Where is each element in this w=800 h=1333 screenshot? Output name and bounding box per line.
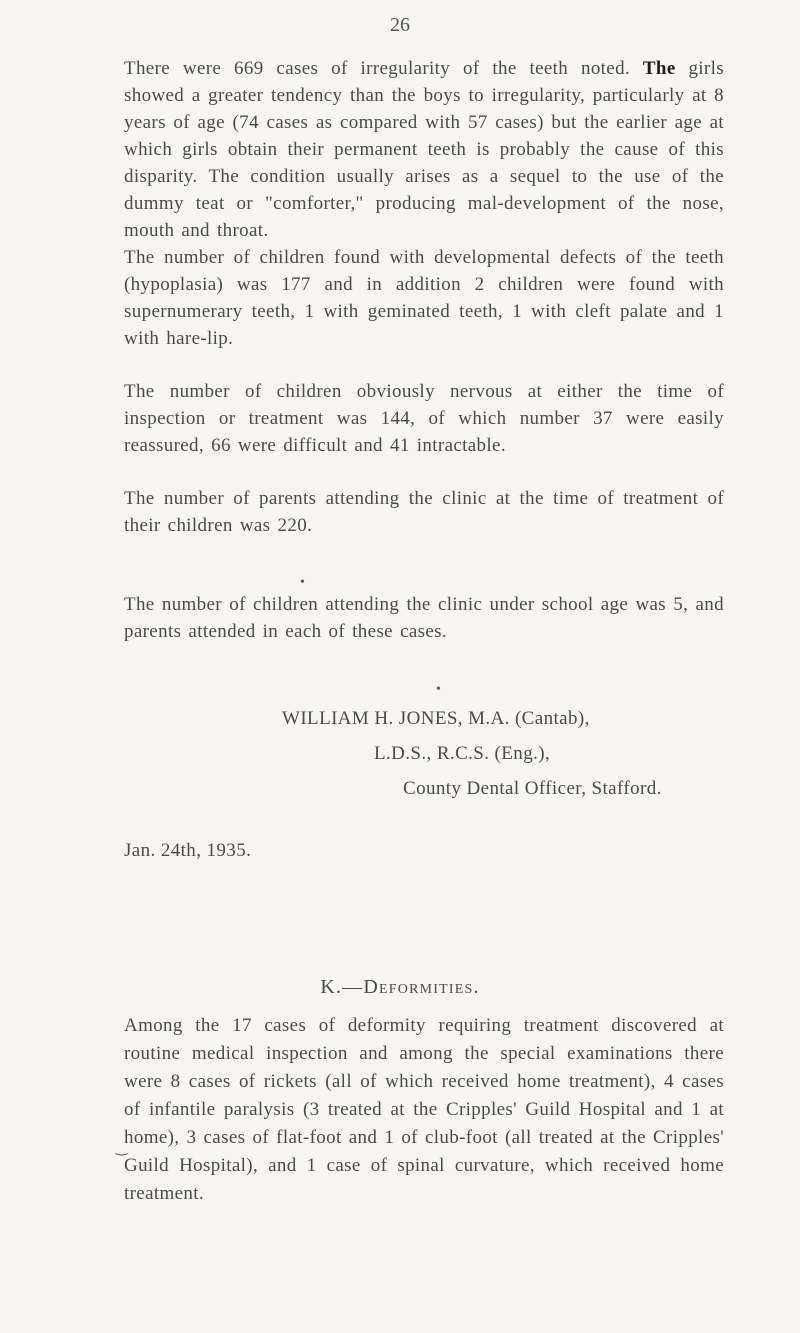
- section-heading-deformities: [0, 976, 800, 999]
- paragraph-irregularity: [124, 55, 724, 244]
- ink-speck: •: [436, 682, 441, 697]
- signature-title: County Dental Officer, Stafford.: [403, 778, 662, 799]
- section-letter: K.: [320, 976, 343, 998]
- paragraph-irregularity-rest: girls showed a greater tendency than the boys to irregularity, particularly at 8 years of age (74 cases as compared with 57 cases) but the earlier age at which girls obtain their permanent teeth is probably the cause of this disparity. The condition usually arises as a sequel to the use of the dummy teat or "comforter," producing mal-development of the nose, mouth and throat.: [124, 58, 724, 241]
- section-title: Deformities.: [363, 976, 480, 998]
- paragraph-under-school-age: The number of children attending the clinic under school age was 5, and parents attended in each of these cases.: [124, 594, 724, 642]
- paragraph-deformities: Among the 17 cases of deformity requiring treatment discovered at routine medical inspection and among the special examinations there were 8 cases of rickets (all of which received home treatment), 4 cases of infantile paralysis (3 treated at the Cripples' Guild Hospital and 1 at home), 3 cases of flat-foot and 1 of club-foot (all treated at the Cripples' Guild Hospital), and 1 case of spinal curvature, which received home treatment.: [124, 1015, 724, 1204]
- signature-qualifications: L.D.S., R.C.S. (Eng.),: [374, 743, 551, 764]
- paragraph-parents-attending: The number of parents attending the clinic at the time of treatment of their children was 220.: [124, 488, 724, 536]
- ink-speck: •: [300, 575, 305, 590]
- handwritten-annotation: The: [642, 58, 676, 79]
- paragraph-developmental-defects: The number of children found with developmental defects of the teeth (hypoplasia) was 177 and in addition 2 children were found with supernumerary teeth, 1 with geminated teeth, 1 with cleft palate and 1 with hare-lip.: [124, 247, 724, 349]
- margin-mark: ‿: [116, 1141, 128, 1156]
- paragraph-irregularity-lead: There were 669 cases of irregularity of the teeth noted.: [124, 58, 631, 79]
- report-date: Jan. 24th, 1935.: [124, 840, 252, 861]
- section-dash: —: [342, 976, 364, 998]
- signature-name: WILLIAM H. JONES, M.A. (Cantab),: [282, 708, 590, 729]
- page-number: 26: [390, 14, 410, 36]
- paragraph-nervous-children: The number of children obviously nervous at either the time of inspection or treatment was 144, of which number 37 were easily reassured, 66 were difficult and 41 intractable.: [124, 381, 724, 456]
